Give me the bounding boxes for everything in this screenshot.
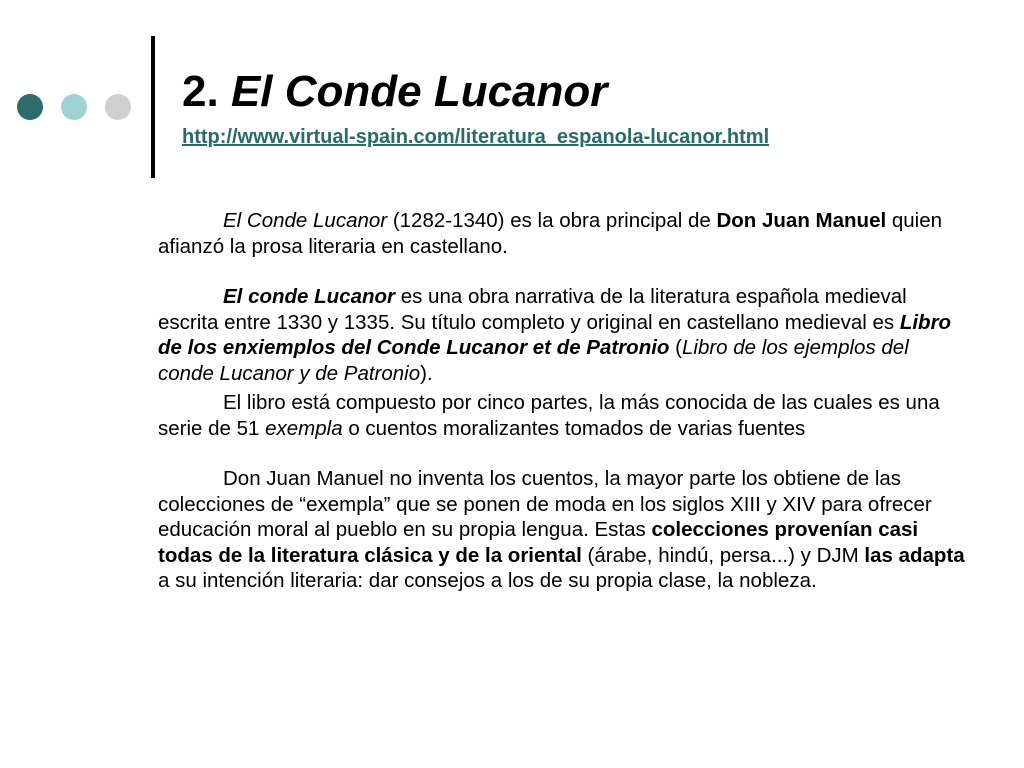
title-text: El Conde Lucanor <box>230 67 608 116</box>
slide-title <box>182 66 607 118</box>
exempla-term: exempla <box>265 416 343 440</box>
work-title: El Conde Lucanor <box>223 209 388 232</box>
paragraph-4-text-c: a su intención literaria: dar consejos a los de su propia clase, la nobleza. <box>158 569 817 592</box>
paragraph-4-text-b: (árabe, hindú, persa...) y DJM <box>581 543 865 567</box>
title-number: 2. <box>182 67 219 116</box>
paragraph-1-text-a: (1282-1340) es la obra principal de <box>387 209 717 232</box>
paragraph-2-text-c: ). <box>420 361 433 385</box>
paragraph-1-text-b: quien afianzó la prosa literaria en castellano. <box>158 209 943 258</box>
paragraph-2-text-b: ( <box>669 336 682 359</box>
decorative-dot-light <box>61 94 87 120</box>
paragraph-4-text-a: Don Juan Manuel no inventa los cuentos, la mayor parte los obtiene de las colecciones de “exempla” que se ponen de moda en los siglos XIII y XIV para ofrecer educación moral al pueblo en su propia lengua. Estas <box>158 467 932 541</box>
emphasis-adapts: las adapta <box>864 543 965 567</box>
full-title: Libro de los enxiemplos del Conde Lucanor et de Patronio <box>158 310 952 359</box>
decorative-dot-dark <box>17 94 43 120</box>
paragraph-3-text-b: o cuentos moralizantes tomados de varias fuentes <box>342 416 806 440</box>
translated-title: Libro de los ejemplos del conde Lucanor y de Patronio <box>158 336 909 385</box>
paragraph-2 <box>158 284 970 386</box>
work-title-2: El conde Lucanor <box>223 285 395 308</box>
source-link[interactable]: http://www.virtual-spain.com/literatura_espanola-lucanor.html <box>182 126 770 148</box>
paragraph-4 <box>158 466 970 594</box>
paragraph-3 <box>158 390 970 441</box>
decorative-dot-gray <box>105 94 131 120</box>
emphasis-collections: colecciones provenían casi todas de la literatura clásica y de la oriental <box>158 518 919 567</box>
spacer <box>158 259 970 284</box>
slide-body <box>158 208 970 594</box>
spacer <box>158 441 970 466</box>
author-name: Don Juan Manuel <box>716 209 887 232</box>
paragraph-2-text-a: es una obra narrativa de la literatura española medieval escrita entre 1330 y 1335. Su título completo y original en castellano medieval es <box>158 285 907 334</box>
paragraph-1 <box>158 208 970 259</box>
paragraph-3-text-a: El libro está compuesto por cinco partes, la más conocida de las cuales es una serie de 51 <box>158 391 940 440</box>
title-divider <box>151 36 155 178</box>
